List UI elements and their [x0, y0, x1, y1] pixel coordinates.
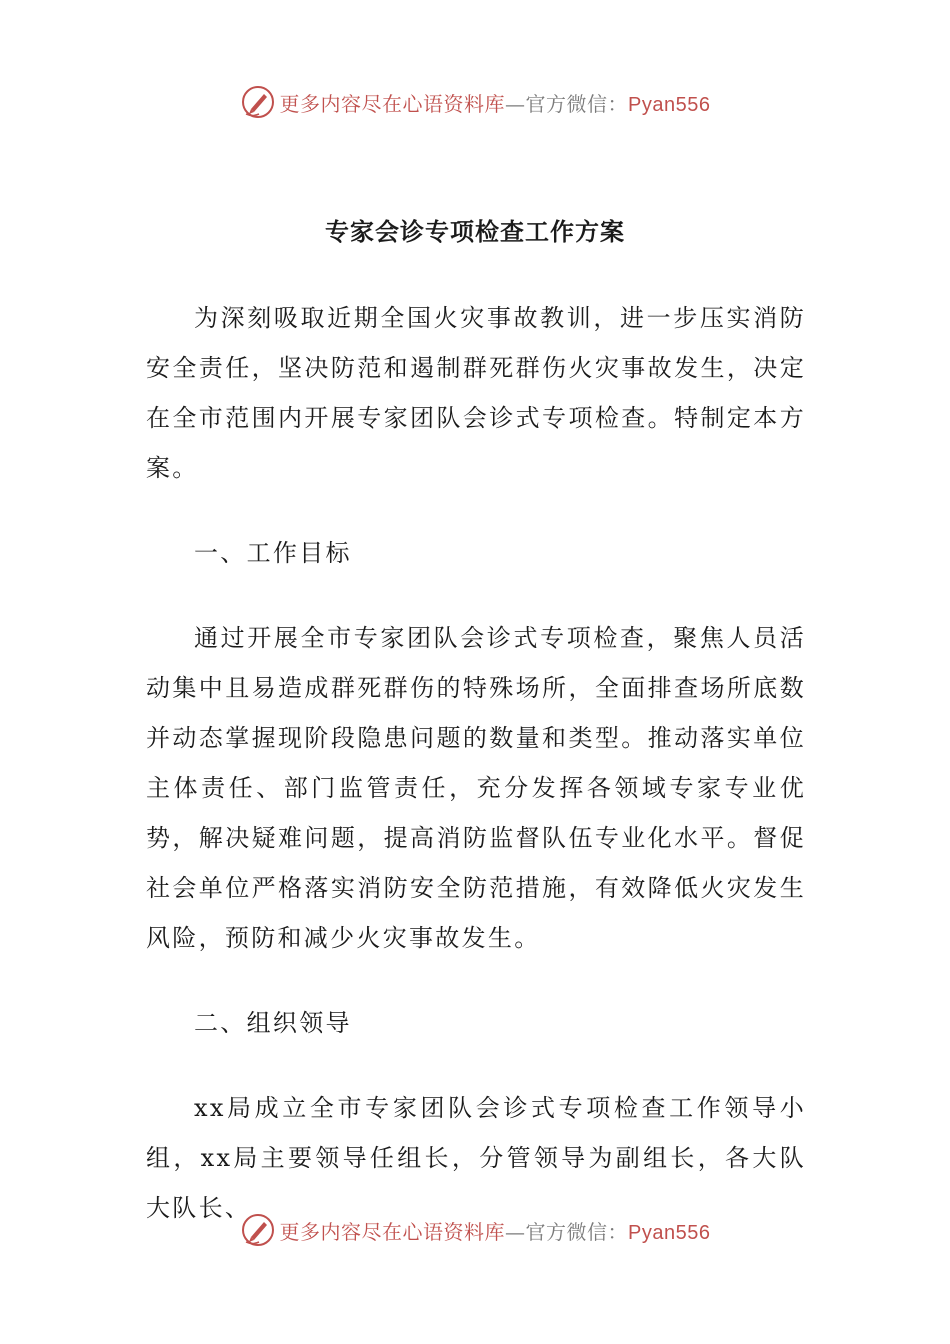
watermark-separator: —	[505, 1219, 526, 1244]
watermark-wechat-id: Pyan556	[628, 1221, 711, 1244]
watermark-banner-top	[0, 82, 950, 122]
section-body-goals: 通过开展全市专家团队会诊式专项检查，聚焦人员活动集中且易造成群死群伤的特殊场所，全面排查场所底数并动态掌握现阶段隐患问题的数量和类型。推动落实单位主体责任、部门监管责任，充分发挥各领域专家专业优势，解决疑难问题，提高消防监督队伍专业化水平。督促社会单位严格落实消防安全防范措施，有效降低火灾发生风险，预防和减少火灾事故发生。	[146, 624, 806, 952]
document-title: 专家会诊专项检查工作方案	[325, 217, 625, 246]
section-body-leadership: xx局成立全市专家团队会诊式专项检查工作领导小组，xx局主要领导任组长，分管领导为副组长，各大队大队长、	[146, 1094, 806, 1222]
watermark-wechat-id: Pyan556	[628, 93, 711, 116]
pen-nib-logo-icon	[240, 84, 276, 120]
section-heading-leadership: 二、组织领导	[194, 1009, 352, 1037]
document-body	[146, 293, 806, 1233]
watermark-main-text: 更多内容尽在心语资料库	[279, 91, 506, 116]
intro-paragraph: 为深刻吸取近期全国火灾事故教训，进一步压实消防安全责任，坚决防范和遏制群死群伤火灾事故发生，决定在全市范围内开展专家团队会诊式专项检查。特制定本方案。	[146, 304, 806, 482]
pen-nib-logo-icon	[240, 1212, 276, 1248]
watermark-wechat-label: 官方微信：	[525, 91, 629, 116]
section-heading-goals: 一、工作目标	[194, 539, 352, 567]
watermark-separator: —	[505, 91, 526, 116]
watermark-banner-bottom	[0, 1210, 950, 1250]
watermark-wechat-label: 官方微信：	[525, 1219, 629, 1244]
watermark-main-text: 更多内容尽在心语资料库	[279, 1219, 506, 1244]
